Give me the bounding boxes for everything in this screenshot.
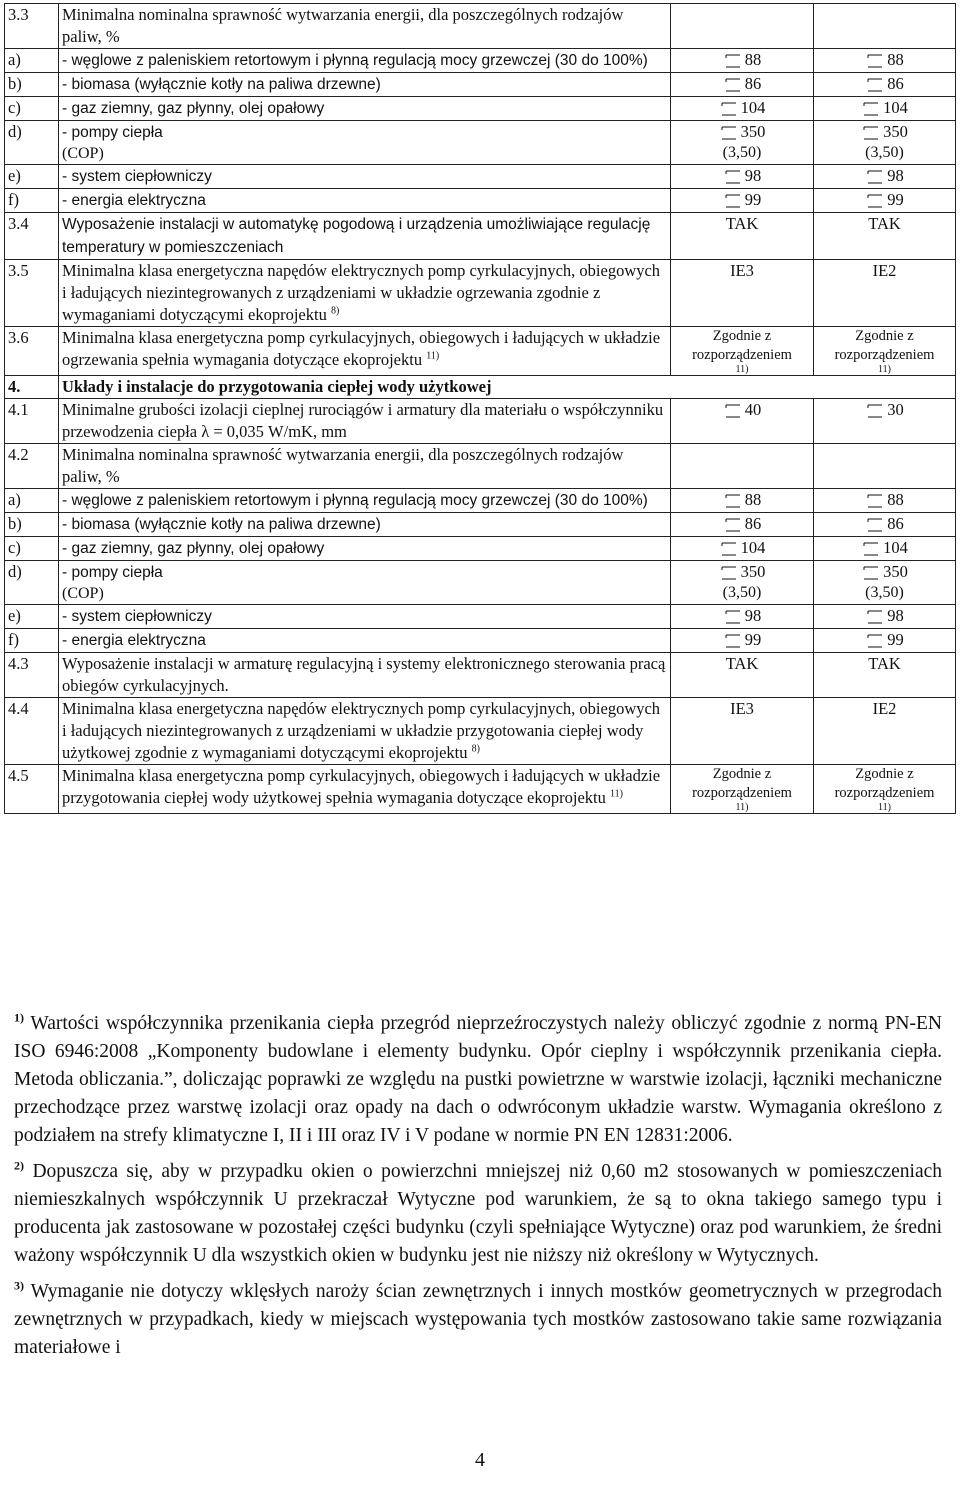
min-value [865, 605, 904, 627]
value-text: 40 [744, 400, 762, 419]
value-text: 30 [887, 400, 904, 419]
row-number: b) [5, 73, 59, 97]
compliance-text [817, 327, 952, 375]
requirements-table [4, 3, 956, 814]
value-column-1 [671, 49, 814, 73]
greater-or-equal-icon [723, 629, 743, 651]
row-number: 3.3 [5, 4, 59, 49]
greater-or-equal-icon [865, 73, 885, 95]
row-description [59, 629, 671, 653]
value-column-2 [814, 165, 956, 189]
description-text: Minimalna klasa energetyczna pomp cyrkulacyjnych, obiegowych i ładujących w układzie przygotowania ciepłej wody użytkowej spełnia wymagania dotyczące ekoprojektu [62, 766, 661, 807]
greater-or-equal-icon [723, 49, 743, 71]
footnote-ref: 11) [735, 364, 749, 375]
value-text: 350 [883, 122, 908, 141]
value-text: 98 [887, 606, 904, 625]
compliance-label: Zgodnie z rozporządzeniem [692, 766, 792, 801]
value-column-1 [671, 513, 814, 537]
description-text: - energia elektryczna [62, 192, 206, 209]
value-column-2 [814, 561, 956, 605]
table-row [5, 49, 956, 73]
value-text: 86 [744, 514, 762, 533]
footnote-mark: 3) [14, 1278, 24, 1293]
value-column-2 [814, 327, 956, 376]
table-row [5, 73, 956, 97]
row-number: 4.5 [5, 765, 59, 814]
greater-or-equal-icon [865, 605, 885, 627]
value-text: IE3 [730, 261, 754, 280]
row-description [59, 189, 671, 213]
greater-or-equal-icon [865, 49, 885, 71]
value-text: 350 [740, 122, 766, 141]
value-column-2 [814, 537, 956, 561]
table-row [5, 165, 956, 189]
value-text: 98 [744, 166, 762, 185]
table-row [5, 765, 956, 814]
value-column-2 [814, 605, 956, 629]
value-text: 99 [887, 190, 904, 209]
row-description [59, 121, 671, 165]
value-text: 86 [744, 74, 762, 93]
value-column-2 [814, 121, 956, 165]
footnote-ref: 11) [426, 350, 440, 362]
footnote-mark: 2) [14, 1158, 24, 1173]
value-column-2 [814, 4, 956, 49]
min-value [719, 121, 766, 143]
value-column-1 [671, 605, 814, 629]
value-text: 104 [883, 538, 908, 557]
requirements-table-body [5, 4, 956, 814]
row-number: 4.4 [5, 698, 59, 765]
greater-or-equal-icon [719, 537, 739, 559]
greater-or-equal-icon [723, 399, 743, 421]
table-row [5, 189, 956, 213]
min-value [719, 561, 766, 583]
row-description [59, 698, 671, 765]
value-text: IE2 [872, 261, 897, 280]
table-row [5, 121, 956, 165]
min-value [861, 97, 908, 119]
greater-or-equal-icon [723, 489, 743, 511]
greater-or-equal-icon [861, 561, 881, 583]
description-text: Wyposażenie instalacji w automatykę pogodową i urządzenia umożliwiające regulację temperatury w pomieszczeniach [62, 216, 651, 256]
row-description [59, 327, 671, 376]
value-text: IE2 [872, 699, 897, 718]
value-subtext: (3,50) [722, 144, 762, 161]
min-value [865, 49, 904, 71]
table-row [5, 653, 956, 698]
value-text: 99 [744, 190, 762, 209]
value-column-2 [814, 489, 956, 513]
min-value [719, 97, 766, 119]
description-text: Minimalna klasa energetyczna napędów elektrycznych pomp cyrkulacyjnych, obiegowych i ładujących niezintegrowanych z urządzeniami w układzie ogrzewania zgodnie z wymaganiami dotyczącymi ekoprojektu [62, 261, 661, 324]
value-column-2 [814, 260, 956, 327]
row-number: e) [5, 605, 59, 629]
table-row [5, 327, 956, 376]
min-value [865, 165, 904, 187]
table-row [5, 97, 956, 121]
row-number: a) [5, 49, 59, 73]
description-text: - system ciepłowniczy [62, 608, 212, 625]
greater-or-equal-icon [861, 537, 881, 559]
value-column-1 [671, 561, 814, 605]
value-column-1 [671, 399, 814, 444]
value-column-1 [671, 698, 814, 765]
greater-or-equal-icon [719, 97, 739, 119]
description-text: Wyposażenie instalacji w armaturę regulacyjną i systemy elektronicznego sterowania pracą obiegów cyrkulacyjnych. [62, 654, 666, 695]
row-description [59, 653, 671, 698]
value-text: 88 [744, 50, 762, 69]
description-text: Minimalna nominalna sprawność wytwarzania energii, dla poszczególnych rodzajów paliw, % [62, 5, 624, 46]
row-description [59, 399, 671, 444]
greater-or-equal-icon [723, 189, 743, 211]
value-column-1 [671, 4, 814, 49]
min-value [865, 73, 904, 95]
description-text: - gaz ziemny, gaz płynny, olej opałowy [62, 540, 325, 557]
min-value [723, 489, 762, 511]
value-text: 99 [887, 630, 904, 649]
value-column-1 [671, 444, 814, 489]
footnote-2 [14, 1158, 942, 1270]
footnote-ref: 11) [609, 788, 623, 800]
description-text: Minimalne grubości izolacji cieplnej rurociągów i armatury dla materiału o współczynniku przewodzenia ciepła λ = 0,035 W/mK, mm [62, 400, 664, 441]
value-column-1 [671, 189, 814, 213]
min-value [723, 73, 762, 95]
value-text: TAK [868, 654, 901, 673]
compliance-label: Zgodnie z rozporządzeniem [692, 328, 792, 363]
description-text: - biomasa (wyłącznie kotły na paliwa drzewne) [62, 516, 381, 533]
greater-or-equal-icon [865, 513, 885, 535]
value-column-2 [814, 399, 956, 444]
row-number: d) [5, 121, 59, 165]
page-number: 4 [475, 1449, 485, 1471]
value-column-1 [671, 213, 814, 260]
description-subtext: (COP) [62, 145, 104, 162]
value-column-2 [814, 653, 956, 698]
table-row [5, 698, 956, 765]
table-row [5, 513, 956, 537]
table-row [5, 4, 956, 49]
row-number: c) [5, 537, 59, 561]
table-row [5, 213, 956, 260]
value-text: 88 [887, 50, 904, 69]
value-subtext: (3,50) [865, 144, 904, 161]
value-text: 88 [887, 490, 904, 509]
row-number: 3.4 [5, 213, 59, 260]
table-row [5, 399, 956, 444]
min-value [861, 121, 908, 143]
value-column-2 [814, 444, 956, 489]
footnote-1 [14, 1010, 942, 1150]
footnote-text: Wartości współczynnika przenikania ciepła przegród nieprzeźroczystych należy obliczyć zgodnie z normą PN-EN ISO 6946:2008 „Komponenty budowlane i elementy budynku. Opór cieplny i współczynnik przenikania ciepła. Metoda obliczania.”, doliczając poprawki ze względu na pustki powietrzne w warstwie izolacji, łączniki mechaniczne przechodzące przez warstwę izolacji oraz opady na dach o odwróconym układzie warstw. Wymagania określono z podziałem na strefy klimatyczne I, II i III oraz IV i V podane w normie PN EN 12831:2006. [14, 1013, 942, 1146]
value-text: 99 [744, 630, 762, 649]
min-value [723, 165, 762, 187]
footnote-ref: 8) [330, 305, 340, 317]
value-column-1 [671, 489, 814, 513]
greater-or-equal-icon [723, 605, 743, 627]
description-text: - węglowe z paleniskiem retortowym i płynną regulacją mocy grzewczej (30 do 100%) [62, 492, 648, 509]
value-column-2 [814, 513, 956, 537]
value-text: 98 [887, 166, 904, 185]
row-description [59, 97, 671, 121]
value-text: TAK [868, 214, 901, 233]
greater-or-equal-icon [861, 97, 881, 119]
greater-or-equal-icon [719, 121, 739, 143]
greater-or-equal-icon [861, 121, 881, 143]
row-description [59, 376, 956, 399]
row-description [59, 165, 671, 189]
value-text: TAK [725, 214, 759, 233]
value-column-2 [814, 189, 956, 213]
compliance-text [674, 765, 810, 813]
row-number: 3.5 [5, 260, 59, 327]
value-text: 104 [740, 538, 766, 557]
row-description [59, 49, 671, 73]
footnotes [14, 1010, 942, 1370]
row-number: b) [5, 513, 59, 537]
greater-or-equal-icon [865, 629, 885, 651]
min-value [723, 189, 762, 211]
row-description [59, 513, 671, 537]
min-value [865, 399, 904, 421]
value-column-1 [671, 165, 814, 189]
row-number: f) [5, 189, 59, 213]
row-number: 4.3 [5, 653, 59, 698]
min-value [723, 629, 762, 651]
greater-or-equal-icon [865, 399, 885, 421]
table-row [5, 537, 956, 561]
description-text: - pompy ciepła [62, 124, 163, 141]
compliance-text [674, 327, 810, 375]
value-column-1 [671, 629, 814, 653]
table-row [5, 605, 956, 629]
table-row [5, 444, 956, 489]
row-description [59, 260, 671, 327]
min-value [719, 537, 766, 559]
table-row [5, 629, 956, 653]
value-column-2 [814, 698, 956, 765]
value-column-1 [671, 73, 814, 97]
footnote-text: Wymaganie nie dotyczy wklęsłych naroży ścian zewnętrznych i innych mostków geometrycznych w przegrodach zewnętrznych w przypadkach, kiedy w miejscach występowania tych mostków zastosowano takie same rozwiązania materiałowe i [14, 1281, 942, 1358]
value-text: 86 [887, 514, 904, 533]
row-description [59, 73, 671, 97]
value-column-1 [671, 121, 814, 165]
row-number: d) [5, 561, 59, 605]
value-subtext: (3,50) [722, 584, 762, 601]
description-text: - gaz ziemny, gaz płynny, olej opałowy [62, 100, 325, 117]
min-value [723, 605, 762, 627]
min-value [723, 513, 762, 535]
compliance-label: Zgodnie z rozporządzeniem [834, 766, 935, 801]
description-text: - biomasa (wyłącznie kotły na paliwa drzewne) [62, 76, 381, 93]
value-subtext: (3,50) [865, 584, 904, 601]
value-text: 104 [883, 98, 908, 117]
footnote-text: Dopuszcza się, aby w przypadku okien o powierzchni mniejszej niż 0,60 m2 stosowanych w pomieszczeniach niemieszkalnych współczynnik U przekraczał Wytyczne pod warunkiem, że są to okna takiego samego typu i producenta jak zastosowane w pozostałej części budynku (czyli spełniające Wytyczne) oraz pod warunkiem, że średni ważony współczynnik U dla wszystkich okien w budynku jest nie niższy niż określony w Wytycznych. [14, 1161, 943, 1266]
description-text: Minimalna klasa energetyczna napędów elektrycznych pomp cyrkulacyjnych, obiegowych i ładujących niezintegrowanych z urządzeniami w układzie przygotowania ciepłej wody użytkowej zgodnie z wymaganiami dotyczącymi ekoprojektu [62, 699, 661, 762]
value-column-2 [814, 49, 956, 73]
value-text: 350 [883, 562, 908, 581]
row-number: e) [5, 165, 59, 189]
row-number: a) [5, 489, 59, 513]
value-text: 104 [740, 98, 766, 117]
min-value [865, 189, 904, 211]
description-text: - energia elektryczna [62, 632, 206, 649]
description-text: Minimalna klasa energetyczna pomp cyrkulacyjnych, obiegowych i ładujących w układzie ogrzewania spełnia wymagania dotyczące ekoprojektu [62, 328, 661, 369]
table-row [5, 376, 956, 399]
description-text: - węglowe z paleniskiem retortowym i płynną regulacją mocy grzewczej (30 do 100%) [62, 52, 648, 69]
row-description [59, 765, 671, 814]
min-value [861, 561, 908, 583]
min-value [865, 629, 904, 651]
greater-or-equal-icon [723, 165, 743, 187]
row-description [59, 213, 671, 260]
footnote-3 [14, 1278, 942, 1362]
value-column-1 [671, 260, 814, 327]
value-column-2 [814, 213, 956, 260]
row-number: 4.2 [5, 444, 59, 489]
row-number: 4. [5, 376, 59, 399]
min-value [723, 399, 762, 421]
value-text: TAK [725, 654, 759, 673]
row-number: f) [5, 629, 59, 653]
row-description [59, 489, 671, 513]
value-text: IE3 [730, 699, 754, 718]
value-column-2 [814, 73, 956, 97]
value-text: 98 [744, 606, 762, 625]
value-column-1 [671, 537, 814, 561]
row-number: 4.1 [5, 399, 59, 444]
table-row [5, 561, 956, 605]
min-value [723, 49, 762, 71]
greater-or-equal-icon [865, 165, 885, 187]
value-column-2 [814, 629, 956, 653]
row-number: 3.6 [5, 327, 59, 376]
compliance-label: Zgodnie z rozporządzeniem [834, 328, 935, 363]
value-text: 86 [887, 74, 904, 93]
footnote-ref: 11) [878, 802, 891, 813]
row-description [59, 444, 671, 489]
description-subtext: (COP) [62, 585, 104, 602]
description-text: - system ciepłowniczy [62, 168, 212, 185]
description-text: Minimalna nominalna sprawność wytwarzania energii, dla poszczególnych rodzajów paliw, % [62, 445, 624, 486]
row-description [59, 605, 671, 629]
min-value [865, 489, 904, 511]
min-value [865, 513, 904, 535]
greater-or-equal-icon [865, 189, 885, 211]
row-description [59, 537, 671, 561]
value-column-2 [814, 97, 956, 121]
footnote-ref: 11) [735, 802, 749, 813]
value-column-1 [671, 327, 814, 376]
value-column-2 [814, 765, 956, 814]
greater-or-equal-icon [723, 513, 743, 535]
value-column-1 [671, 653, 814, 698]
footnote-mark: 1) [14, 1010, 24, 1025]
footnote-ref: 11) [878, 364, 891, 375]
value-text: 350 [740, 562, 766, 581]
greater-or-equal-icon [723, 73, 743, 95]
description-text: - pompy ciepła [62, 564, 163, 581]
table-row [5, 489, 956, 513]
min-value [861, 537, 908, 559]
value-column-1 [671, 765, 814, 814]
row-description [59, 4, 671, 49]
description-text: Układy i instalacje do przygotowania ciepłej wody użytkowej [62, 377, 492, 396]
greater-or-equal-icon [719, 561, 739, 583]
footnote-ref: 8) [471, 743, 480, 755]
row-number: c) [5, 97, 59, 121]
value-text: 88 [744, 490, 762, 509]
row-description [59, 561, 671, 605]
value-column-1 [671, 97, 814, 121]
greater-or-equal-icon [865, 489, 885, 511]
compliance-text [817, 765, 952, 813]
table-row [5, 260, 956, 327]
